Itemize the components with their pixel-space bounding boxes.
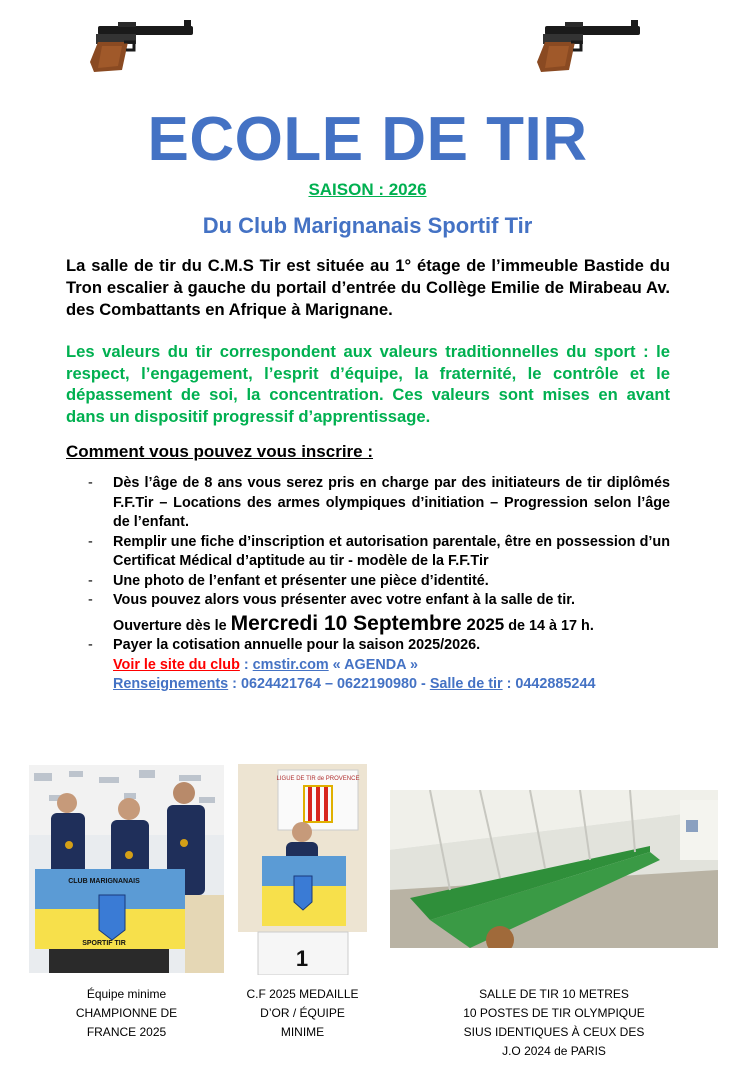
- list-item: [88, 572, 670, 592]
- club-site-label: Voir le site du club: [113, 656, 240, 673]
- registration-steps: [88, 474, 670, 695]
- banner-text: CLUB MARIGNANAIS: [68, 878, 140, 885]
- info-label: Renseignements: [113, 676, 229, 692]
- photo-caption-3: SALLE DE TIR 10 METRES 10 POSTES DE TIR OLYMPIQUE SIUS IDENTIQUES À CEUX DES J.O 2024 de PARIS: [463, 987, 645, 1058]
- list-item: [88, 591, 670, 636]
- step-text: Remplir une fiche d’inscription et autorisation parentale, être en possession d’un Certificat Médical d’aptitude au tir - modèle de la F.F.Tir: [113, 533, 670, 569]
- shooting-hall-phone: : 0442885244: [502, 676, 596, 692]
- photo-caption-2: C.F 2025 MEDAILLE D’OR / ÉQUIPE MINIME: [246, 987, 359, 1039]
- shooting-hall-label: Salle de tir: [429, 676, 503, 692]
- list-item: [88, 636, 670, 695]
- colon: :: [239, 656, 253, 673]
- banner-text-bottom: SPORTIF TIR: [82, 940, 126, 947]
- list-dash: -: [88, 572, 93, 589]
- opening-prefix: Ouverture dès le: [113, 617, 231, 634]
- list-dash: -: [88, 592, 93, 608]
- club-site-link[interactable]: cmstir.com: [252, 656, 329, 673]
- list-dash: -: [88, 533, 93, 550]
- list-item: [88, 533, 670, 572]
- values-paragraph: Les valeurs du tir correspondent aux valeurs traditionnelles du sport : le respect, l’engagement, l’esprit d’équipe, la fraternité, le contrôle et le dépassement de soi, la concentration. Ces valeurs sont mises en avant dans un dispositif progressif d’apprentissage.: [66, 342, 670, 426]
- registration-heading: Comment vous pouvez vous inscrire :: [66, 442, 374, 461]
- opening-hours: de 14 à 17 h.: [504, 617, 594, 634]
- podium-wall-text: LIGUE DE TIR de PROVENCE: [276, 776, 360, 782]
- step-text: Payer la cotisation annuelle pour la saison 2025/2026.: [113, 637, 481, 653]
- opening-date: Mercredi 10 Septembre: [230, 611, 462, 635]
- location-paragraph: La salle de tir du C.M.S Tir est située au 1° étage de l’immeuble Bastide du Tron escalier à gauche du portail d’entrée du Collège Emilie de Mirabeau Av. des Combattants en Afrique à Marignane.: [66, 256, 670, 319]
- opening-info: [113, 611, 670, 637]
- list-dash: -: [88, 637, 93, 653]
- podium-number: 1: [295, 946, 309, 971]
- agenda-link[interactable]: « AGENDA »: [328, 656, 418, 673]
- season-label: SAISON : 2026: [308, 180, 427, 199]
- air-pistol-icon: [88, 18, 196, 76]
- info-phone-numbers: : 0624421764 – 0622190980 -: [228, 676, 430, 692]
- list-item: [88, 474, 670, 533]
- step-text: Une photo de l’enfant et présenter une pièce d’identité.: [113, 572, 489, 589]
- step-text: Vous pouvez alors vous présenter avec votre enfant à la salle de tir.: [113, 592, 576, 608]
- list-dash: -: [88, 475, 93, 491]
- club-name: Du Club Marignanais Sportif Tir: [202, 213, 533, 238]
- page-title: ECOLE DE TIR: [147, 105, 588, 174]
- step-text: Dès l’âge de 8 ans vous serez pris en charge par des initiateurs de tir diplômés F.F.Tir – Locations des armes olympiques d’initiation – Progression selon l’âge de l’enfant.: [113, 475, 670, 530]
- air-pistol-icon: [535, 18, 643, 76]
- podium-photo: [238, 764, 367, 975]
- opening-year: 2025: [461, 614, 505, 634]
- photo-caption-1: Équipe minime CHAMPIONNE DE FRANCE 2025: [75, 987, 178, 1039]
- team-photo: [29, 765, 224, 973]
- shooting-hall-photo: [390, 790, 718, 948]
